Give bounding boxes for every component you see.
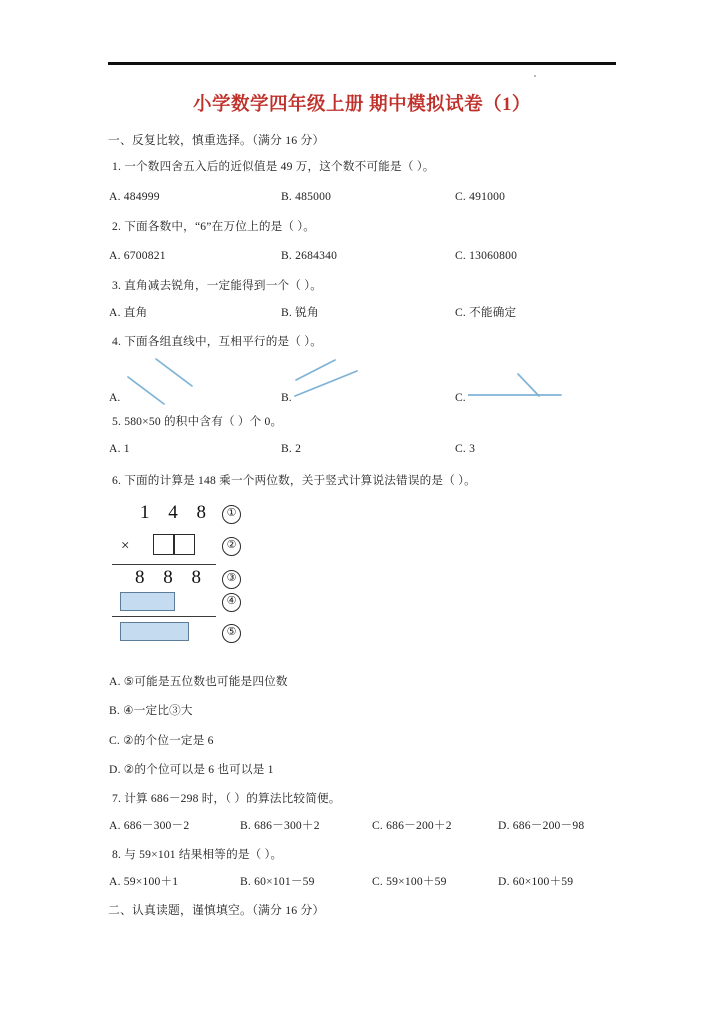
question-2-text: 2. 下面各数中，“6”在万位上的是（ ）。	[112, 220, 316, 233]
option-text: ④一定比③大	[123, 704, 193, 717]
option-text: 59×100＋1	[123, 875, 179, 888]
question-6-option-b	[109, 703, 193, 718]
question-3-option-b	[281, 305, 319, 320]
option-text: 1	[123, 442, 130, 455]
question-1-text: 1. 一个数四舍五入后的近似值是 49 万，这个数不可能是（ ）。	[112, 160, 435, 173]
option-label: C.	[372, 875, 384, 888]
multiplier-digit-box-2[interactable]	[174, 534, 195, 555]
option-text: 491000	[469, 190, 506, 203]
option-text: 6700821	[123, 249, 166, 262]
option-label: C.	[455, 306, 467, 319]
partial-product-value: 8 8 8	[135, 567, 208, 588]
option-label: A.	[109, 875, 121, 888]
option-text: 60×101－59	[254, 875, 315, 888]
marker-1: ①	[222, 505, 241, 524]
question-5-text: 5. 580×50 的积中含有（ ）个 0。	[112, 415, 283, 428]
option-text: 3	[469, 442, 476, 455]
multiplicand-value: 1 4 8	[140, 502, 213, 523]
non-parallel-lines-diagram-b	[293, 357, 389, 405]
question-3-option-c	[455, 305, 516, 320]
intersecting-lines-diagram-c	[468, 362, 578, 404]
option-text: 59×100＋59	[386, 875, 447, 888]
question-1-option-c	[455, 189, 505, 204]
option-text: 686－300＋2	[254, 819, 320, 832]
page-title: 小学数学四年级上册 期中模拟试卷（1）	[193, 95, 531, 115]
question-2-option-c	[455, 248, 517, 263]
option-label: B.	[281, 442, 293, 455]
hidden-total-product-box[interactable]	[120, 622, 189, 641]
option-label: C.	[455, 442, 467, 455]
multiply-operator: ×	[121, 538, 130, 554]
question-2-option-a	[109, 248, 166, 263]
question-4-option-c-label: C.	[455, 391, 466, 404]
question-2-option-b	[281, 248, 337, 263]
header-dot-mark	[534, 75, 536, 77]
multiplier-digit-box-1[interactable]	[153, 534, 174, 555]
option-label: C.	[109, 734, 121, 747]
option-text: 686－200－98	[512, 819, 585, 832]
section-heading-1: 一、反复比较，慎重选择。（满分 16 分）	[108, 133, 325, 147]
question-8-text: 8. 与 59×101 结果相等的是（ ）。	[112, 848, 283, 861]
marker-2: ②	[222, 537, 241, 556]
marker-5: ⑤	[222, 624, 241, 643]
option-label: B.	[281, 306, 293, 319]
option-label: B.	[109, 704, 121, 717]
option-text: 锐角	[295, 306, 319, 319]
question-7-option-d	[498, 818, 584, 833]
option-label: D.	[498, 819, 510, 832]
option-label: D.	[498, 875, 510, 888]
option-label: C.	[455, 190, 467, 203]
question-5-option-c	[455, 441, 475, 456]
question-7-option-c	[372, 818, 452, 833]
question-1-option-a	[109, 189, 160, 204]
option-label: B.	[281, 249, 293, 262]
question-3-text: 3. 直角减去锐角，一定能得到一个（ ）。	[112, 279, 322, 292]
option-text: ②的个位可以是 6 也可以是 1	[123, 763, 274, 776]
option-text: 2684340	[295, 249, 338, 262]
option-text: 13060800	[469, 249, 518, 262]
calculation-rule-2	[112, 616, 216, 617]
option-label: C.	[455, 249, 467, 262]
hidden-partial-product-box[interactable]	[120, 592, 175, 611]
question-8-option-b	[240, 874, 315, 889]
question-7-option-b	[240, 818, 320, 833]
question-7-text: 7. 计算 686－298 时，（ ）的算法比较简便。	[112, 792, 341, 805]
section-heading-2: 二、认真读题，谨慎填空。（满分 16 分）	[108, 903, 325, 917]
parallel-lines-diagram-a	[124, 355, 214, 405]
option-text: 不能确定	[469, 306, 517, 319]
option-label: A.	[109, 190, 121, 203]
question-6-option-d	[109, 762, 274, 777]
option-text: 60×100＋59	[512, 875, 574, 888]
option-text: 686－200＋2	[386, 819, 452, 832]
option-label: B.	[240, 875, 252, 888]
option-label: A.	[109, 306, 121, 319]
vertical-calculation-diagram	[108, 498, 368, 658]
question-6-option-c	[109, 733, 214, 748]
option-label: B.	[281, 190, 293, 203]
option-label: A.	[109, 675, 121, 688]
calculation-rule-1	[112, 564, 216, 565]
option-text: 485000	[295, 190, 332, 203]
header-rule	[108, 62, 616, 65]
option-text: 2	[295, 442, 302, 455]
option-text: ②的个位一定是 6	[123, 734, 214, 747]
question-6-text: 6. 下面的计算是 148 乘一个两位数，关于竖式计算说法错误的是（ ）。	[112, 474, 476, 487]
question-4-option-b-label: B.	[281, 391, 292, 404]
question-7-option-a	[109, 818, 189, 833]
option-label: C.	[372, 819, 384, 832]
option-label: A.	[109, 249, 121, 262]
question-1-option-b	[281, 189, 331, 204]
option-text: ⑤可能是五位数也可能是四位数	[123, 675, 288, 688]
option-text: 484999	[123, 190, 160, 203]
option-label: B.	[240, 819, 252, 832]
option-label: D.	[109, 763, 121, 776]
question-4-text: 4. 下面各组直线中，互相平行的是（ ）。	[112, 335, 322, 348]
question-4-option-a-label: A.	[109, 391, 121, 404]
option-text: 686－300－2	[123, 819, 190, 832]
marker-3: ③	[222, 570, 241, 589]
marker-4: ④	[222, 593, 241, 612]
question-6-option-a	[109, 674, 288, 689]
question-8-option-d	[498, 874, 573, 889]
option-text: 直角	[123, 306, 148, 319]
question-8-option-a	[109, 874, 178, 889]
question-8-option-c	[372, 874, 447, 889]
question-5-option-b	[281, 441, 301, 456]
option-label: A.	[109, 442, 121, 455]
question-3-option-a	[109, 305, 147, 320]
question-5-option-a	[109, 441, 130, 456]
option-label: A.	[109, 819, 121, 832]
